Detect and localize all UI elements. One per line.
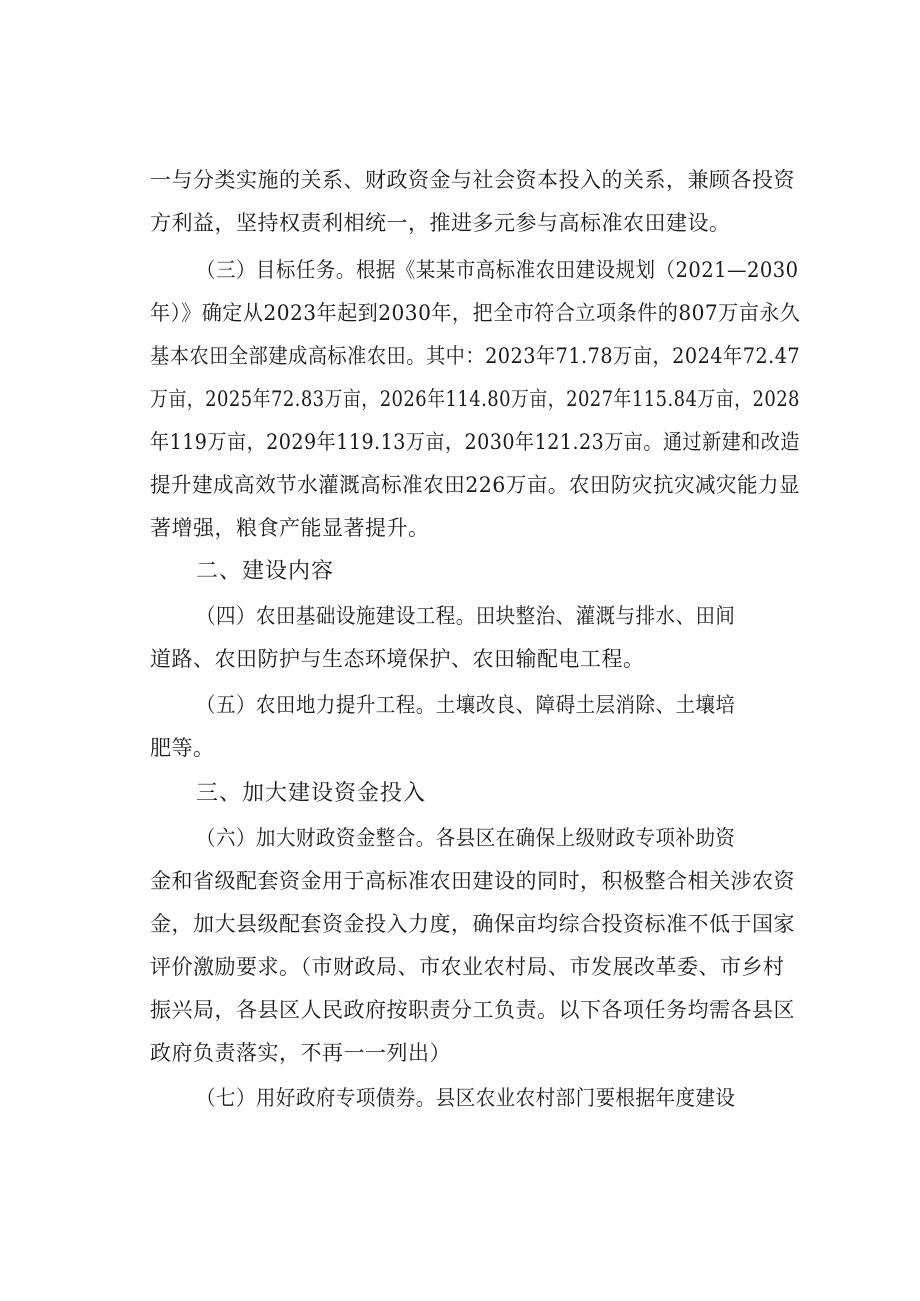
body-text-line: 金，加大县级配套资金投入力度，确保亩均综合投资标准不低于国家 xyxy=(150,912,795,936)
body-text-line: 方利益，坚持权责利相统一，推进多元参与高标准农田建设。 xyxy=(150,211,731,235)
paragraph-first-line: （五）农田地力提升工程。土壤改良、障碍土层消除、土壤培 xyxy=(196,693,736,717)
body-text-line: 道路、农田防护与生态环境保护、农田输配电工程。 xyxy=(150,647,645,671)
section-heading: 三、加大建设资金投入 xyxy=(196,781,427,806)
paragraph-first-line: （三）目标任务。根据《某某市高标准农田建设规划（2021—2030 xyxy=(196,258,799,282)
body-text-line: 金和省级配套资金用于高标准农田建设的同时，积极整合相关涉农资 xyxy=(150,869,795,893)
body-text-line: 政府负责落实，不再一一列出） xyxy=(150,1041,451,1065)
paragraph-first-line: （七）用好政府专项债券。县区农业农村部门要根据年度建设 xyxy=(196,1086,736,1110)
body-text-line: 年）》确定从2023年起到2030年，把全市符合立项条件的807万亩永久 xyxy=(150,301,801,325)
paragraph-first-line: （六）加大财政资金整合。各县区在确保上级财政专项补助资 xyxy=(196,826,736,850)
section-heading: 二、建设内容 xyxy=(196,559,335,584)
body-text-line: 年119万亩，2029年119.13万亩，2030年121.23万亩。通过新建和改造 xyxy=(150,430,800,454)
body-text-line: 评价激励要求。（市财政局、市农业农村局、市发展改革委、市乡村 xyxy=(150,955,785,979)
body-text-line: 一与分类实施的关系、财政资金与社会资本投入的关系，兼顾各投资 xyxy=(150,168,795,192)
body-text-line: 肥等。 xyxy=(150,736,215,760)
body-text-line: 著增强，粮食产能显著提升。 xyxy=(150,516,430,540)
paragraph-first-line: （四）农田基础设施建设工程。田块整治、灌溉与排水、田间 xyxy=(196,604,736,628)
body-text-line: 振兴局，各县区人民政府按职责分工负责。以下各项任务均需各县区 xyxy=(150,998,795,1022)
body-text-line: 提升建成高效节水灌溉高标准农田226万亩。农田防灾抗灾减灾能力显 xyxy=(150,473,801,497)
body-text-line: 万亩，2025年72.83万亩，2026年114.80万亩，2027年115.84万亩，2028 xyxy=(150,387,800,411)
body-text-line: 基本农田全部建成高标准农田。其中：2023年71.78万亩，2024年72.47 xyxy=(150,344,801,368)
